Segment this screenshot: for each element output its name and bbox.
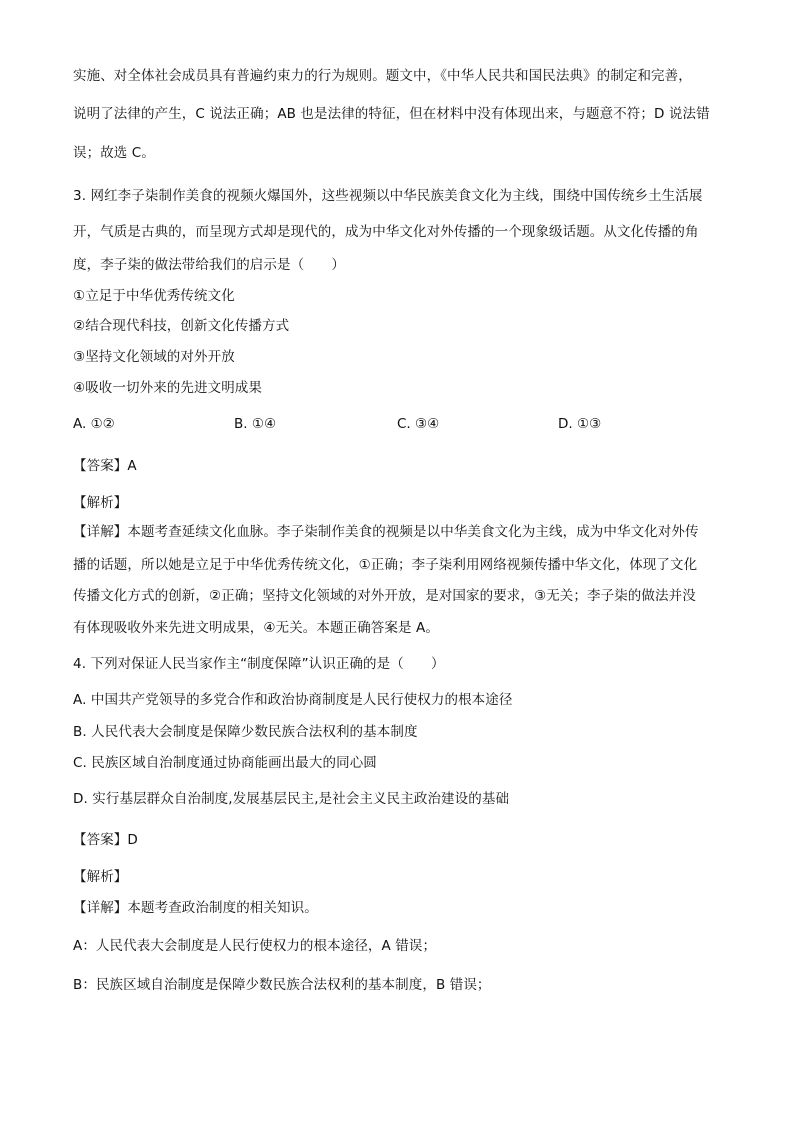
q3-analysis-line: 有体现吸收外来先进文明成果，④无关。本题正确答案是 A。 [73, 620, 439, 636]
q4-option-c: C. 民族区域自治制度通过协商能画出最大的同心圆 [73, 755, 377, 771]
q4-answer: 【答案】D [73, 832, 138, 848]
q3-option-b: B. ①④ [234, 416, 277, 432]
q3-analysis-line: 传播文化方式的创新，②正确；坚持文化领域的对外开放，是对国家的要求，③无关；李子柒的做法并没 [73, 588, 696, 604]
q3-option-d: D. ①③ [558, 416, 602, 432]
q3-statement-1: ①立足于中华优秀传统文化 [73, 288, 235, 304]
q3-statement-3: ③坚持文化领域的对外开放 [73, 349, 235, 365]
q4-option-b: B. 人民代表大会制度是保障少数民族合法权利的基本制度 [73, 724, 418, 740]
q3-stem-line: 度，李子柒的做法带给我们的启示是（ ） [73, 257, 345, 273]
q3-analysis-title: 【解析】 [73, 495, 128, 511]
q4-analysis-title: 【解析】 [73, 869, 128, 885]
q3-analysis-line: 播的话题，所以她是立足于中华优秀传统文化，①正确；李子柒利用网络视频传播中华文化，体现了文化 [73, 557, 698, 573]
q3-option-a: A. ①② [73, 416, 115, 432]
prev-analysis-line: 误；故选 C。 [73, 145, 155, 161]
q3-statement-2: ②结合现代科技，创新文化传播方式 [73, 318, 290, 334]
q4-detail: 【详解】本题考查政治制度的相关知识。 [73, 900, 318, 916]
q4-option-d: D. 实行基层群众自治制度,发展基层民主,是社会主义民主政治建设的基础 [73, 791, 510, 807]
q3-statement-4: ④吸收一切外来的先进文明成果 [73, 380, 263, 396]
q4-option-a: A. 中国共产党领导的多党合作和政治协商制度是人民行使权力的根本途径 [73, 692, 513, 708]
prev-analysis-line: 说明了法律的产生，C 说法正确；AB 也是法律的特征，但在材料中没有体现出来，与题意不符；D 说法错 [73, 106, 710, 122]
q3-option-c: C. ③④ [397, 416, 440, 432]
q3-stem-line: 3. 网红李子柒制作美食的视频火爆国外，这些视频以中华民族美食文化为主线，围绕中国传统乡土生活展 [73, 188, 703, 204]
q3-analysis-line: 【详解】本题考查延续文化血脉。李子柒制作美食的视频是以中华美食文化为主线，成为中华文化对外传 [73, 524, 699, 540]
q4-point-b: B：民族区域自治制度是保障少数民族合法权利的基本制度，B 错误； [73, 977, 491, 993]
q3-answer: 【答案】A [73, 458, 137, 474]
q4-stem: 4. 下列对保证人民当家作主“制度保障”认识正确的是（ ） [73, 656, 445, 672]
prev-analysis-line: 实施、对全体社会成员具有普遍约束力的行为规则。题文中，《中华人民共和国民法典》的制定和完善， [73, 68, 692, 84]
q4-point-a: A：人民代表大会制度是人民行使权力的根本途径，A 错误； [73, 938, 437, 954]
q3-stem-line: 开，气质是古典的，而呈现方式却是现代的，成为中华文化对外传播的一个现象级话题。从文化传播的角 [73, 224, 699, 240]
